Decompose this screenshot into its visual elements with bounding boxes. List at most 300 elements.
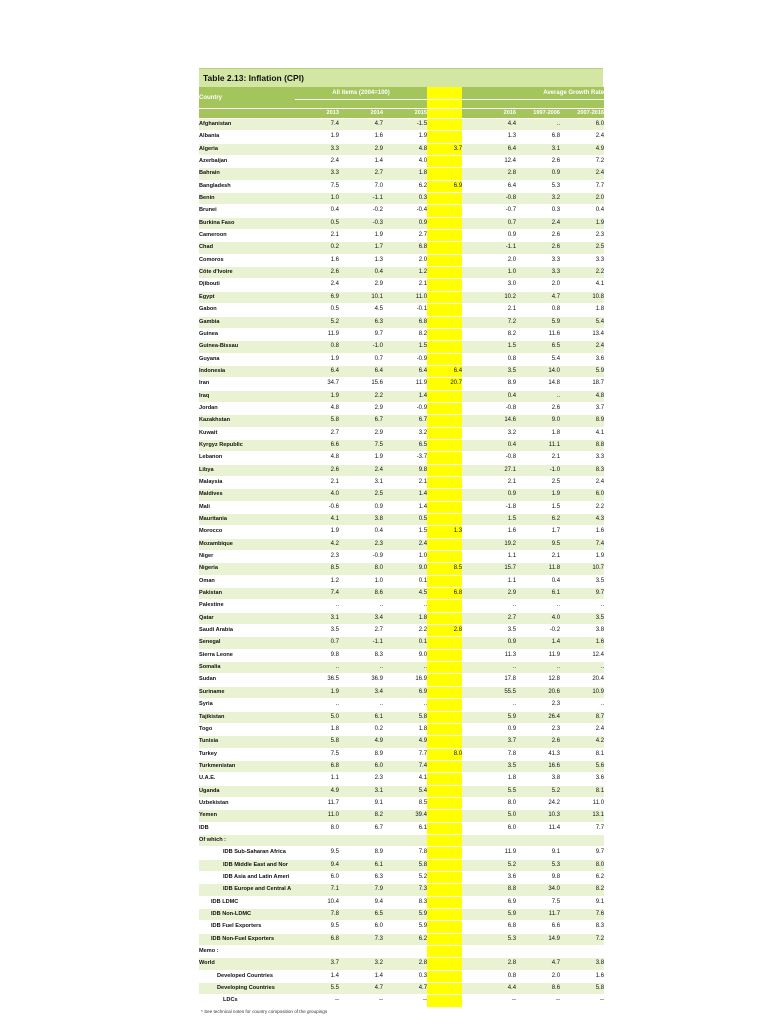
growth-cell: 11.9 <box>472 847 516 859</box>
growth-cell: 2.0 <box>516 970 560 982</box>
growth-cell: 24.2 <box>516 797 560 809</box>
value-cell: 3.1 <box>295 612 339 624</box>
value-cell: 2.3 <box>339 538 383 550</box>
highlight-cell <box>427 723 462 735</box>
table-row <box>199 859 604 871</box>
value-cell: 7.8 <box>383 847 427 859</box>
country-name: IDB Fuel Exporters <box>199 921 295 933</box>
highlight-cell: 1.3 <box>427 526 462 538</box>
value-cell: 2.4 <box>295 279 339 291</box>
growth-cell: 12.4 <box>560 649 604 661</box>
value-cell: 0.2 <box>295 242 339 254</box>
growth-cell: 9.0 <box>516 415 560 427</box>
gap-cell <box>462 538 472 550</box>
growth-cell: 2.4 <box>560 168 604 180</box>
growth-cell: 9.1 <box>516 847 560 859</box>
table-row <box>199 946 604 958</box>
growth-cell: 5.3 <box>516 859 560 871</box>
growth-cell: 12.4 <box>472 156 516 168</box>
all-items-header: All items (2004=100) <box>295 87 427 100</box>
country-name: Togo <box>199 723 295 735</box>
growth-cell: 2.8 <box>472 958 516 970</box>
value-cell: 6.3 <box>339 871 383 883</box>
table-row <box>199 439 604 451</box>
country-name: IDB LDMC <box>199 896 295 908</box>
value-cell: 5.2 <box>295 316 339 328</box>
value-cell: 4.5 <box>383 588 427 600</box>
value-cell: 6.2 <box>383 933 427 945</box>
value-cell: 6.3 <box>339 316 383 328</box>
growth-cell: 0.8 <box>516 304 560 316</box>
value-cell: 5.8 <box>383 711 427 723</box>
growth-cell: 2.6 <box>516 230 560 242</box>
value-cell: 0.2 <box>339 723 383 735</box>
growth-cell: 7.4 <box>560 538 604 550</box>
gap-cell <box>462 254 472 266</box>
value-cell: 5.5 <box>295 983 339 995</box>
growth-cell: 8.7 <box>560 711 604 723</box>
growth-cell: 2.7 <box>472 612 516 624</box>
value-cell: 9.8 <box>383 464 427 476</box>
value-cell: 7.0 <box>339 180 383 192</box>
growth-cell: 6.9 <box>472 896 516 908</box>
highlight-cell <box>427 464 462 476</box>
growth-cell: 3.7 <box>472 736 516 748</box>
growth-cell: 2.8 <box>472 168 516 180</box>
value-cell: 0.4 <box>339 267 383 279</box>
growth-cell: 8.9 <box>472 378 516 390</box>
header-row-groups <box>199 87 604 100</box>
table-row <box>199 736 604 748</box>
growth-cell: -1.0 <box>516 464 560 476</box>
table-row <box>199 760 604 772</box>
gap-cell <box>462 822 472 834</box>
country-name: Mali <box>199 501 295 513</box>
value-cell: 4.9 <box>383 736 427 748</box>
value-cell: 0.5 <box>295 304 339 316</box>
growth-cell: .. <box>560 600 604 612</box>
growth-cell: 1.8 <box>560 304 604 316</box>
country-column-header: Country <box>199 87 295 109</box>
growth-cell: 2.1 <box>516 452 560 464</box>
value-cell: 7.7 <box>383 748 427 760</box>
gap-cell <box>462 686 472 698</box>
table-row <box>199 674 604 686</box>
value-cell: 2.7 <box>295 427 339 439</box>
table-row <box>199 921 604 933</box>
gap-cell <box>462 489 472 501</box>
highlight-cell: 3.7 <box>427 143 462 155</box>
highlight-cell <box>427 501 462 513</box>
gap-cell <box>462 896 472 908</box>
value-cell: 8.3 <box>339 649 383 661</box>
value-cell: 9.0 <box>383 649 427 661</box>
table-row <box>199 415 604 427</box>
value-cell: 7.5 <box>339 439 383 451</box>
growth-cell: 10.3 <box>516 810 560 822</box>
highlight-cell: 8.0 <box>427 748 462 760</box>
growth-cell: 0.4 <box>516 575 560 587</box>
value-cell: 6.0 <box>295 871 339 883</box>
growth-cell: 34.0 <box>516 884 560 896</box>
growth-cell: 9.1 <box>560 896 604 908</box>
value-cell: 11.7 <box>295 797 339 809</box>
value-cell: 9.5 <box>295 921 339 933</box>
header-row-years <box>199 109 604 119</box>
highlight-cell <box>427 119 462 131</box>
growth-cell: 3.6 <box>560 773 604 785</box>
gap-cell <box>462 378 472 390</box>
footnote: * See technical notes for country composition of the groupings <box>201 1008 328 1014</box>
country-name: Guinea-Bissau <box>199 341 295 353</box>
growth-cell: 11.8 <box>516 563 560 575</box>
country-name: Indonesia <box>199 365 295 377</box>
highlight-cell <box>427 489 462 501</box>
value-cell: 1.3 <box>339 254 383 266</box>
country-name: Chad <box>199 242 295 254</box>
growth-cell: -1.1 <box>472 242 516 254</box>
growth-cell: 5.0 <box>472 810 516 822</box>
growth-cell: 11.7 <box>516 909 560 921</box>
value-cell: 0.7 <box>339 353 383 365</box>
value-cell: 1.7 <box>339 242 383 254</box>
table-row <box>199 316 604 328</box>
growth-cell: 1.6 <box>560 637 604 649</box>
growth-cell: -1.8 <box>472 501 516 513</box>
value-cell: -3.7 <box>383 452 427 464</box>
growth-cell: .. <box>472 662 516 674</box>
value-cell: 2.1 <box>295 230 339 242</box>
country-name: IDB Non-LDMC <box>199 909 295 921</box>
value-cell: 1.0 <box>339 575 383 587</box>
value-cell: .. <box>295 600 339 612</box>
value-cell: 4.8 <box>295 452 339 464</box>
growth-cell: 3.5 <box>472 625 516 637</box>
highlight-cell <box>427 242 462 254</box>
value-cell <box>339 834 383 846</box>
growth-cell: 5.9 <box>472 711 516 723</box>
value-cell: 3.1 <box>339 476 383 488</box>
value-cell: 2.0 <box>383 254 427 266</box>
gap-cell <box>462 909 472 921</box>
value-cell: 7.1 <box>295 884 339 896</box>
value-cell: 9.7 <box>339 328 383 340</box>
value-cell: 2.3 <box>295 551 339 563</box>
gap-cell <box>462 205 472 217</box>
value-cell: 4.9 <box>339 736 383 748</box>
gap-cell <box>462 439 472 451</box>
value-cell: 6.2 <box>383 180 427 192</box>
growth-cell: 2.4 <box>560 476 604 488</box>
gap-cell <box>462 723 472 735</box>
country-name: Mauritania <box>199 514 295 526</box>
value-cell: -0.2 <box>339 205 383 217</box>
growth-cell: 5.9 <box>560 365 604 377</box>
country-name: Afghanistan <box>199 119 295 131</box>
gap-cell <box>462 785 472 797</box>
growth-cell: 3.5 <box>472 760 516 772</box>
table-row <box>199 131 604 143</box>
table-row <box>199 501 604 513</box>
gap-cell <box>462 180 472 192</box>
growth-cell: 6.8 <box>516 131 560 143</box>
growth-cell: 14.6 <box>472 415 516 427</box>
gap-cell <box>462 760 472 772</box>
growth-cell: 4.3 <box>560 514 604 526</box>
growth-cell: 2.4 <box>560 723 604 735</box>
growth-cell: 10.9 <box>560 686 604 698</box>
table-row <box>199 649 604 661</box>
country-name: Maldives <box>199 489 295 501</box>
value-cell: 6.9 <box>383 686 427 698</box>
growth-cell: -0.2 <box>516 625 560 637</box>
growth-cell: 0.7 <box>472 217 516 229</box>
value-cell: 9.0 <box>383 563 427 575</box>
highlight-cell <box>427 353 462 365</box>
growth-cell <box>516 946 560 958</box>
value-cell: 6.5 <box>339 909 383 921</box>
gap-cell <box>462 612 472 624</box>
gap-cell <box>462 736 472 748</box>
country-name: Uganda <box>199 785 295 797</box>
value-cell: 1.4 <box>295 970 339 982</box>
growth-cell: 17.8 <box>472 674 516 686</box>
value-cell: 2.7 <box>339 625 383 637</box>
value-cell: 1.1 <box>295 773 339 785</box>
highlight-cell <box>427 390 462 402</box>
highlight-cell <box>427 193 462 205</box>
table-body <box>199 119 604 1008</box>
growth-cell: 6.8 <box>472 921 516 933</box>
value-cell: 2.4 <box>383 538 427 550</box>
growth-cell: 6.2 <box>560 871 604 883</box>
growth-cell: 8.3 <box>560 464 604 476</box>
inflation-table-sheet <box>199 68 603 1016</box>
value-cell: 6.8 <box>295 760 339 772</box>
table-row <box>199 970 604 982</box>
highlight-cell <box>427 415 462 427</box>
value-cell: 2.9 <box>339 402 383 414</box>
value-cell: 2.3 <box>339 773 383 785</box>
growth-cell: 14.0 <box>516 365 560 377</box>
country-name: Djibouti <box>199 279 295 291</box>
value-cell <box>295 946 339 958</box>
value-cell: 0.4 <box>339 526 383 538</box>
growth-cell: 2.3 <box>516 723 560 735</box>
value-cell: 1.0 <box>383 551 427 563</box>
value-cell: -0.3 <box>339 217 383 229</box>
highlight-cell <box>427 995 462 1007</box>
growth-cell: 2.2 <box>560 267 604 279</box>
value-cell: 6.1 <box>383 822 427 834</box>
growth-cell: 10.8 <box>560 291 604 303</box>
value-cell: 4.8 <box>295 402 339 414</box>
value-cell: .. <box>383 662 427 674</box>
highlight-cell <box>427 279 462 291</box>
highlight-cell <box>427 711 462 723</box>
growth-cell: 7.2 <box>472 316 516 328</box>
country-name: Mozambique <box>199 538 295 550</box>
value-cell: 1.8 <box>383 723 427 735</box>
value-cell: 11.9 <box>383 378 427 390</box>
table-row <box>199 563 604 575</box>
value-cell: 1.8 <box>295 723 339 735</box>
growth-cell: 4.7 <box>516 958 560 970</box>
growth-cell: 2.3 <box>516 699 560 711</box>
growth-cell: 0.9 <box>472 230 516 242</box>
growth-cell: 2.0 <box>560 193 604 205</box>
table-row <box>199 168 604 180</box>
value-cell: 6.7 <box>339 822 383 834</box>
value-cell: 8.3 <box>383 896 427 908</box>
growth-cell: 1.9 <box>560 217 604 229</box>
value-cell <box>383 946 427 958</box>
highlight-cell <box>427 230 462 242</box>
highlight-cell <box>427 439 462 451</box>
table-row <box>199 489 604 501</box>
highlight-cell <box>427 686 462 698</box>
growth-cell: .. <box>472 600 516 612</box>
value-cell: 8.5 <box>383 797 427 809</box>
table-row <box>199 884 604 896</box>
gap-cell <box>462 551 472 563</box>
gap-cell <box>462 773 472 785</box>
table-row <box>199 476 604 488</box>
country-name: Albania <box>199 131 295 143</box>
growth-cell: 12.8 <box>516 674 560 686</box>
gap-cell <box>462 600 472 612</box>
value-cell: 6.4 <box>339 365 383 377</box>
table-row <box>199 464 604 476</box>
table-row <box>199 365 604 377</box>
growth-year-header: 2016 <box>472 109 516 119</box>
gap-cell <box>462 304 472 316</box>
growth-cell: 9.8 <box>516 871 560 883</box>
growth-cell: 4.4 <box>472 983 516 995</box>
growth-cell: 8.3 <box>560 921 604 933</box>
growth-cell: 3.2 <box>472 427 516 439</box>
highlight-cell <box>427 760 462 772</box>
growth-cell: 10.7 <box>560 563 604 575</box>
growth-cell: 6.2 <box>516 514 560 526</box>
country-name: Lebanon <box>199 452 295 464</box>
growth-cell: -0.8 <box>472 193 516 205</box>
value-cell: 3.8 <box>339 514 383 526</box>
growth-cell: 1.6 <box>560 526 604 538</box>
value-cell: 6.1 <box>339 711 383 723</box>
table-row <box>199 551 604 563</box>
country-name: Yemen <box>199 810 295 822</box>
country-name: Bangladesh <box>199 180 295 192</box>
value-cell: -- <box>295 995 339 1007</box>
growth-cell: 1.5 <box>472 514 516 526</box>
growth-cell: 10.2 <box>472 291 516 303</box>
table-row <box>199 699 604 711</box>
highlight-cell <box>427 822 462 834</box>
growth-cell: 0.9 <box>472 723 516 735</box>
value-cell: 6.9 <box>295 291 339 303</box>
year-header: 2013 <box>295 109 339 119</box>
growth-cell <box>472 834 516 846</box>
table-row <box>199 526 604 538</box>
growth-cell: 3.8 <box>516 773 560 785</box>
table-row <box>199 193 604 205</box>
table-row <box>199 452 604 464</box>
country-name: Developed Countries <box>199 970 295 982</box>
country-name: Algeria <box>199 143 295 155</box>
growth-cell: 1.5 <box>472 341 516 353</box>
highlight-cell <box>427 575 462 587</box>
value-cell: 3.3 <box>295 143 339 155</box>
growth-cell: 0.3 <box>516 205 560 217</box>
gap-cell <box>462 415 472 427</box>
country-name: Azerbaijan <box>199 156 295 168</box>
growth-year-header: 1997-2006 <box>516 109 560 119</box>
value-cell: 1.9 <box>339 452 383 464</box>
table-row <box>199 205 604 217</box>
highlight-cell <box>427 662 462 674</box>
growth-cell: 8.8 <box>472 884 516 896</box>
value-cell: 6.8 <box>383 316 427 328</box>
table-row <box>199 230 604 242</box>
growth-cell <box>472 946 516 958</box>
value-cell: -- <box>383 995 427 1007</box>
value-cell <box>295 834 339 846</box>
table-row <box>199 341 604 353</box>
growth-cell: 3.6 <box>560 353 604 365</box>
gap-cell <box>462 946 472 958</box>
gap-cell <box>462 353 472 365</box>
growth-cell: 8.0 <box>472 797 516 809</box>
table-row <box>199 600 604 612</box>
highlight-cell <box>427 637 462 649</box>
country-name: Senegal <box>199 637 295 649</box>
value-cell <box>383 834 427 846</box>
table-row <box>199 686 604 698</box>
value-cell: 0.7 <box>295 637 339 649</box>
highlight-cell <box>427 267 462 279</box>
growth-cell: 0.8 <box>472 970 516 982</box>
growth-cell: 2.1 <box>516 551 560 563</box>
country-name: Gambia <box>199 316 295 328</box>
growth-cell: 2.4 <box>560 131 604 143</box>
growth-cell: 1.8 <box>472 773 516 785</box>
growth-cell: 0.9 <box>472 637 516 649</box>
growth-cell: 41.3 <box>516 748 560 760</box>
highlight-cell <box>427 316 462 328</box>
growth-cell: 2.1 <box>472 476 516 488</box>
value-cell: 6.7 <box>383 415 427 427</box>
value-cell: 1.6 <box>339 131 383 143</box>
gap-cell <box>462 279 472 291</box>
growth-cell: 18.7 <box>560 378 604 390</box>
gap-cell <box>462 328 472 340</box>
value-cell: 6.0 <box>339 921 383 933</box>
table-row <box>199 156 604 168</box>
table-row <box>199 723 604 735</box>
table-title: Table 2.13: Inflation (CPI) <box>199 68 603 87</box>
value-cell: 1.6 <box>295 254 339 266</box>
value-cell: 8.6 <box>339 588 383 600</box>
growth-cell: 1.1 <box>472 575 516 587</box>
value-cell <box>339 946 383 958</box>
growth-cell: .. <box>516 119 560 131</box>
value-cell: 8.2 <box>383 328 427 340</box>
growth-cell: 2.2 <box>560 501 604 513</box>
growth-cell: 7.6 <box>560 909 604 921</box>
value-cell: 7.9 <box>339 884 383 896</box>
highlight-cell <box>427 773 462 785</box>
